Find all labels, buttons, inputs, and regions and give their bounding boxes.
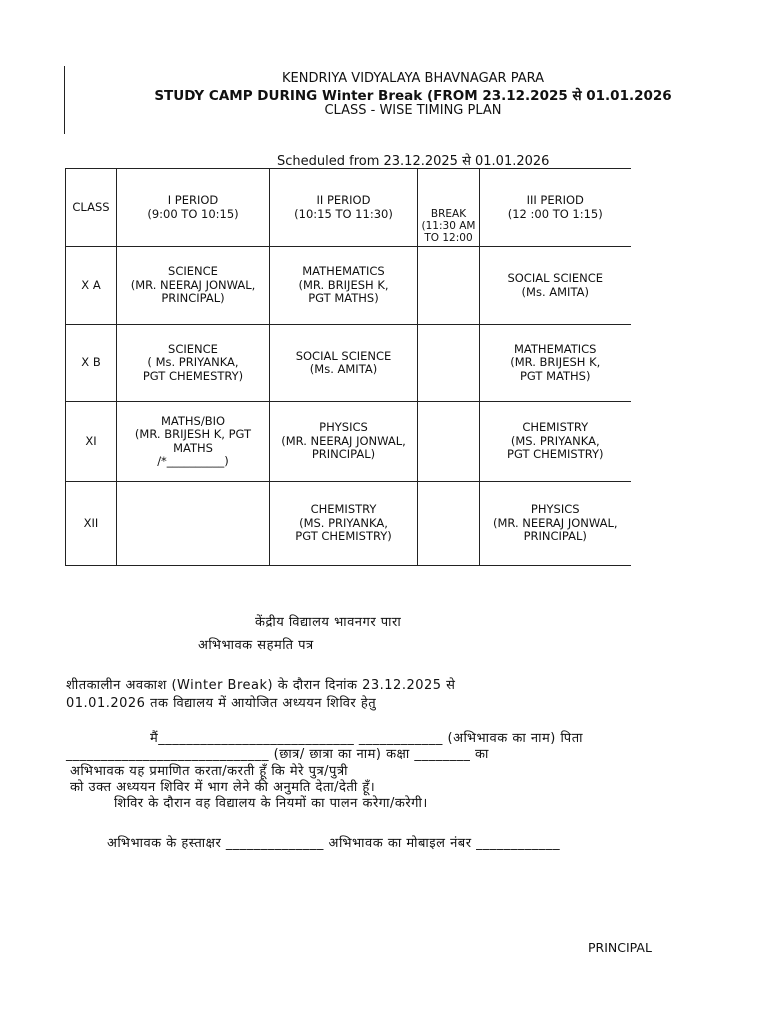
header-class: CLASS xyxy=(66,169,117,247)
row-class: XI xyxy=(66,402,117,482)
consent-text-line: 01.01.2026 तक विद्यालय में आयोजित अध्ययन शिविर हेतु xyxy=(66,696,377,711)
school-name: KENDRIYA VIDYALAYA BHAVNAGAR PARA xyxy=(282,71,544,86)
period-3-cell: PHYSICS (MR. NEERAJ JONWAL, PRINCIPAL) xyxy=(480,482,631,566)
break-cell xyxy=(418,325,480,402)
row-class: X B xyxy=(66,325,117,402)
break-cell xyxy=(418,247,480,325)
break-cell xyxy=(418,402,480,482)
period-1-cell: SCIENCE (MR. NEERAJ JONWAL, PRINCIPAL) xyxy=(117,247,270,325)
period-2-cell: CHEMISTRY (MS. PRIYANKA, PGT CHEMISTRY) xyxy=(270,482,418,566)
row-class: X A xyxy=(66,247,117,325)
period-3-cell: MATHEMATICS (MR. BRIJESH K, PGT MATHS) xyxy=(480,325,631,402)
row-class: XII xyxy=(66,482,117,566)
table-row xyxy=(66,325,631,402)
period-2-cell: SOCIAL SCIENCE (Ms. AMITA) xyxy=(270,325,418,402)
consent-text-line: शीतकालीन अवकाश (Winter Break) के दौरान दिनांक 23.12.2025 से xyxy=(66,678,456,693)
period-1-cell xyxy=(117,482,270,566)
parent-signature-line: अभिभावक के हस्ताक्षर ______________ अभिभावक का मोबाइल नंबर ____________ xyxy=(107,836,561,851)
period-2-cell: MATHEMATICS (MR. BRIJESH K, PGT MATHS) xyxy=(270,247,418,325)
header-period-2: II PERIOD (10:15 TO 11:30) xyxy=(270,169,418,247)
header-break: BREAK (11:30 AM TO 12:00 xyxy=(418,169,480,247)
consent-text-line: _____________________________ (छात्र/ छात्रा का नाम) कक्षा ________ का xyxy=(66,747,489,762)
plan-subtitle: CLASS - WISE TIMING PLAN xyxy=(324,103,502,118)
break-cell xyxy=(418,482,480,566)
camp-title: STUDY CAMP DURING Winter Break (FROM 23.12.2025 से 01.01.2026 xyxy=(154,88,672,104)
consent-text-line: को उक्त अध्ययन शिविर में भाग लेने की अनुमति देता/देती हूँ। xyxy=(70,780,376,795)
period-3-cell: CHEMISTRY (MS. PRIYANKA, PGT CHEMISTRY) xyxy=(480,402,631,482)
consent-subheading: अभिभावक सहमति पत्र xyxy=(198,638,314,653)
header-period-1: I PERIOD (9:00 TO 10:15) xyxy=(117,169,270,247)
table-row xyxy=(66,482,631,566)
table-row xyxy=(66,402,631,482)
consent-heading: केंद्रीय विद्यालय भावनगर पारा xyxy=(255,615,402,630)
period-1-cell: SCIENCE ( Ms. PRIYANKA, PGT CHEMESTRY) xyxy=(117,325,270,402)
schedule-range: Scheduled from 23.12.2025 से 01.01.2026 xyxy=(277,154,550,169)
consent-text-line: मैं____________________________ ____________ (अभिभावक का नाम) पिता xyxy=(150,731,583,746)
period-1-cell: MATHS/BIO (MR. BRIJESH K, PGT MATHS /*__________) xyxy=(117,402,270,482)
timetable xyxy=(65,168,631,566)
table-header-row xyxy=(66,169,631,247)
period-3-cell: SOCIAL SCIENCE (Ms. AMITA) xyxy=(480,247,631,325)
table-row xyxy=(66,247,631,325)
header-period-3: III PERIOD (12 :00 TO 1:15) xyxy=(480,169,631,247)
principal-label: PRINCIPAL xyxy=(588,940,652,955)
consent-text-line: अभिभावक यह प्रमाणित करता/करती हूँ कि मेरे पुत्र/पुत्री xyxy=(70,764,348,779)
consent-text-line: शिविर के दौरान वह विद्यालय के नियमों का पालन करेगा/करेगी। xyxy=(114,796,428,811)
period-2-cell: PHYSICS (MR. NEERAJ JONWAL, PRINCIPAL) xyxy=(270,402,418,482)
